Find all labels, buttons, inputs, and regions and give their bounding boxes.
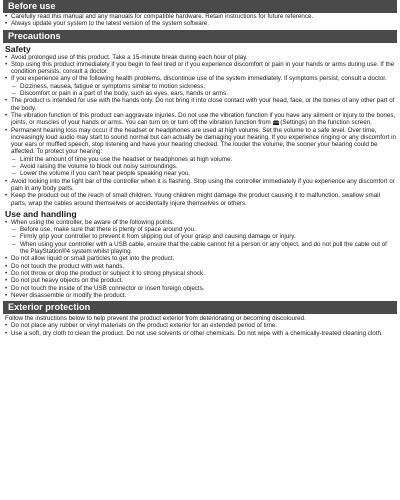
subheading-use-and-handling: Use and handling xyxy=(5,208,77,219)
list-item: • Use a soft, dry cloth to clean the product. Do not use solvents or other chemicals. Do not wipe with a chemically-treated cleaning cloth. xyxy=(3,330,397,337)
list-item: • The product is intended for use with the hands only. Do not bring it into close contact with your head, face, or the bones of any other part of the body. xyxy=(3,97,397,112)
list-subitem: – Discomfort or pain in a part of the body, such as eyes, ears, hands or arms. xyxy=(3,90,397,97)
list-subitem: – Firmly grip your controller to prevent it from slipping out of your grasp and causing damage or injury. xyxy=(3,233,397,240)
list-item: • Permanent hearing loss may occur if the headset or headphones are used at high volume. Set the volume to a safe level. Over time, increasingly loud audio may start to sound normal but can actually be damaging your hearing. If you experience ringing or any discomfort in your ears or muffled speech, stop listening and have your hearing checked. The louder the volume, the sooner your hearing could be affected. To protect your hearing: xyxy=(3,127,397,156)
list-item: • If you experience any of the following health problems, discontinue use of the system immediately. If symptoms persist, consult a doctor. xyxy=(3,75,397,82)
list-item: • Do not put heavy objects on the product. xyxy=(3,277,397,284)
list-item: • Do not throw or drop the product or subject it to strong physical shock. xyxy=(3,270,397,277)
subheading-safety: Safety xyxy=(5,43,31,54)
list-item-vibration xyxy=(3,112,397,127)
list-item: • When using the controller, be aware of the following points. xyxy=(3,219,397,226)
section-header-precautions: Precautions xyxy=(3,30,397,43)
list-subitem: – Limit the amount of time you use the headset or headphones at high volume. xyxy=(3,156,397,163)
list-item: • Do not place any rubber or vinyl materials on the product exterior for an extended period of time. xyxy=(3,322,397,329)
list-item: • Do not allow liquid or small particles to get into the product. xyxy=(3,255,397,262)
list-subitem: – When using your controller with a USB cable, ensure that the cable cannot hit a person or any object, and do not pull the cable out of the PlayStation®4 system whilst playing. xyxy=(3,241,397,256)
handling-list xyxy=(3,219,397,299)
section-header-exterior-protection: Exterior protection xyxy=(3,301,397,314)
safety-list xyxy=(3,54,397,207)
list-item: • Avoid looking into the light bar of the controller when it is flashing. Stop using the controller immediately if you experience any discomfort or pain in any body parts. xyxy=(3,178,397,193)
list-subitem: – Before use, make sure that there is plenty of space around you. xyxy=(3,226,397,233)
list-item: • Always update your system to the latest version of the system software. xyxy=(3,20,397,27)
before-use-list xyxy=(3,13,397,28)
list-subitem: – Lower the volume if you can't hear people speaking near you. xyxy=(3,170,397,177)
list-subitem: – Dizziness, nausea, fatigue or symptoms similar to motion sickness. xyxy=(3,83,397,90)
list-item: • Carefully read this manual and any manuals for compatible hardware. Retain instructions for future reference. xyxy=(3,13,397,20)
list-item: • Do not touch the product with wet hands. xyxy=(3,263,397,270)
vibration-text: The vibration function of this product can aggravate injuries. Do not use the vibration function if you have any ailment or injury to the bones, joints, or muscles of your hands or arms. You can turn on or turn off the vibration function from xyxy=(11,111,396,127)
list-subitem: – Avoid raising the volume to block out noisy surroundings. xyxy=(3,163,397,170)
list-item: • Do not touch the inside of the USB connector or insert foreign objects. xyxy=(3,285,397,292)
list-item: • Never disassemble or modify the product. xyxy=(3,292,397,299)
list-item: • Avoid prolonged use of this product. Take a 15-minute break during each hour of play. xyxy=(3,54,397,61)
vibration-settings-text: (Settings) on the function screen. xyxy=(280,119,372,127)
section-header-before-use: Before use xyxy=(3,0,397,13)
list-item: • Stop using this product immediately if you begin to feel tired or if you experience discomfort or pain in your hands or arms during use. If the condition persists, consult a doctor. xyxy=(3,61,397,76)
exterior-list xyxy=(3,322,397,337)
exterior-intro: Follow the instructions below to help prevent the product exterior from deteriorating or becoming discoloured. xyxy=(5,315,306,323)
toolbox-icon xyxy=(273,120,279,125)
list-item: • Keep the product out of the reach of small children. Young children might damage the product causing it to malfunction, swallow small parts, wrap the cables around themselves or accidentally injure themselves or others. xyxy=(3,192,397,207)
